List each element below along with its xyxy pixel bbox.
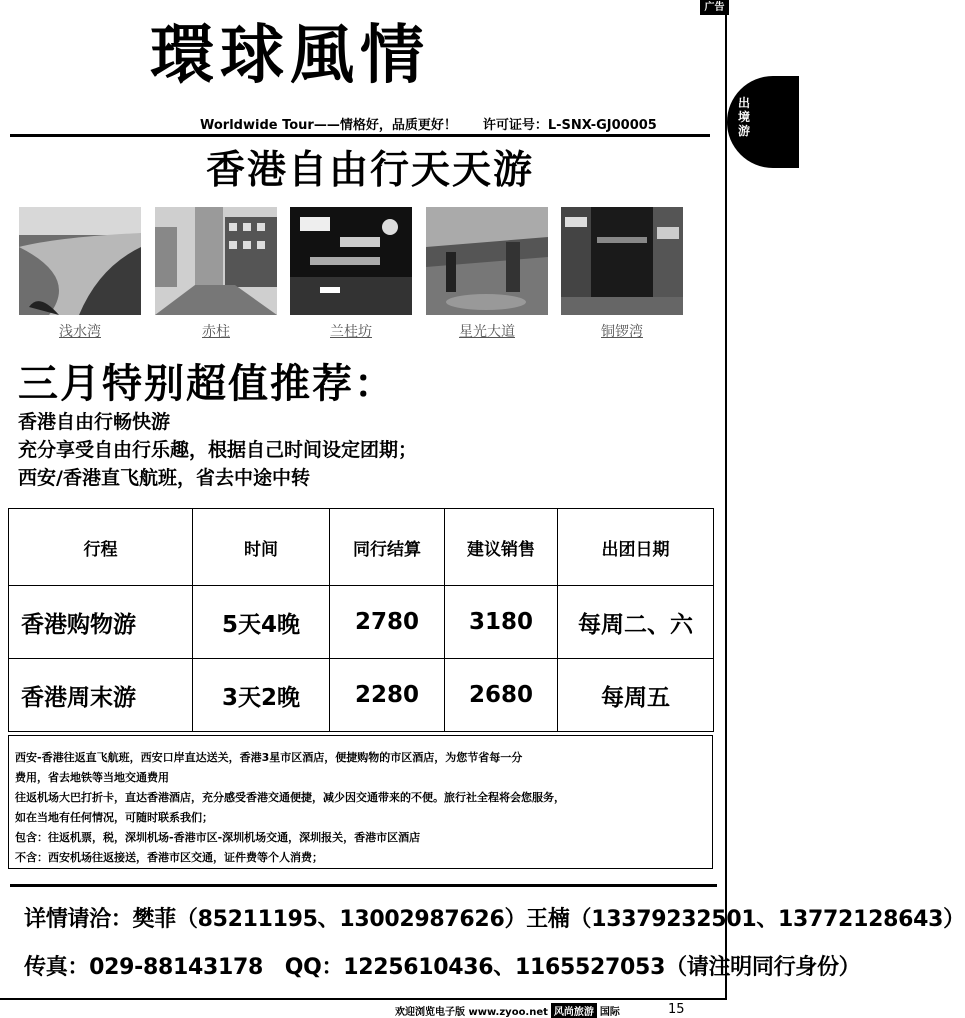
side-tab-label: 出境游: [738, 96, 751, 138]
nightlife-photo: [290, 207, 412, 315]
contact-line: 详情请洽：樊菲（85211195、13002987626）王楠（13379232501、13772128643）: [24, 907, 965, 932]
shopping-street-photo: [561, 207, 683, 315]
promenade-photo: [426, 207, 548, 315]
note-line: 如在当地有任何情况，可随时联系我们；: [15, 811, 213, 824]
table-row: [9, 586, 714, 659]
photo-caption: 浅水湾: [59, 324, 101, 340]
tour-price-table: [8, 508, 714, 732]
footer-logo: 风尚旅游: [551, 1003, 597, 1018]
table-cell: 5天4晚: [193, 586, 330, 659]
ad-tag: 广告: [700, 0, 729, 15]
photo-caption: 兰桂坊: [330, 324, 372, 340]
table-header: 时间: [193, 509, 330, 586]
table-row: [9, 659, 714, 732]
table-cell: 3180: [445, 586, 558, 659]
table-header: 出团日期: [558, 509, 714, 586]
photo-caption: 星光大道: [459, 324, 515, 340]
street-photo: [155, 207, 277, 315]
table-cell: 2680: [445, 659, 558, 732]
footer-section: 国际: [599, 1007, 620, 1018]
table-cell: 每周五: [558, 659, 714, 732]
table-cell: 2280: [330, 659, 445, 732]
table-header: 建议销售: [445, 509, 558, 586]
note-line: 往返机场大巴打折卡，直达香港酒店，充分感受香港交通便捷，减少因交通带来的不便。旅行社全程将会您服务，: [15, 791, 565, 804]
fax-qq-line: 传真：029-88143178 QQ：1225610436、1165527053（请注明同行身份）: [24, 955, 861, 980]
brand-title: 環球風情: [150, 18, 430, 93]
table-header: 行程: [9, 509, 193, 586]
photo-caption: 铜锣湾: [601, 324, 643, 340]
divider: [10, 884, 717, 887]
promo-line: 西安/香港直飞航班，省去中途中转: [18, 467, 310, 489]
promo-line: 充分享受自由行乐趣，根据自己时间设定团期；: [18, 439, 418, 461]
note-line: 费用，省去地铁等当地交通费用: [15, 771, 169, 784]
note-line: 包含：往返机票，税，深圳机场-香港市区-深圳机场交通，深圳报关，香港市区酒店: [15, 831, 421, 844]
notes-box: [8, 735, 713, 869]
footer-text: 欢迎浏览电子版 www.zyoo.net: [395, 1007, 548, 1018]
tagline: Worldwide Tour——情格好，品质更好！ 许可证号：L-SNX-GJ00005: [200, 118, 657, 133]
divider: [10, 134, 710, 137]
table-cell: 2780: [330, 586, 445, 659]
note-line: 西安-香港往返直飞航班，西安口岸直达送关，香港3星市区酒店，便捷购物的市区酒店，为您节省每一分: [15, 751, 523, 764]
beach-photo: [19, 207, 141, 315]
note-line: 不含：西安机场往返接送，香港市区交通，证件费等个人消费；: [15, 851, 323, 864]
table-header: 同行结算: [330, 509, 445, 586]
table-cell: 香港购物游: [9, 586, 193, 659]
headline: 香港自由行天天游: [205, 148, 534, 193]
promo-line: 香港自由行畅快游: [18, 411, 171, 433]
photo-caption: 赤柱: [202, 324, 230, 340]
page-number: 15: [668, 1002, 685, 1017]
table-header-row: [9, 509, 714, 586]
promo-title: 三月特别超值推荐：: [18, 361, 396, 407]
table-cell: 3天2晚: [193, 659, 330, 732]
table-cell: 每周二、六: [558, 586, 714, 659]
table-cell: 香港周末游: [9, 659, 193, 732]
